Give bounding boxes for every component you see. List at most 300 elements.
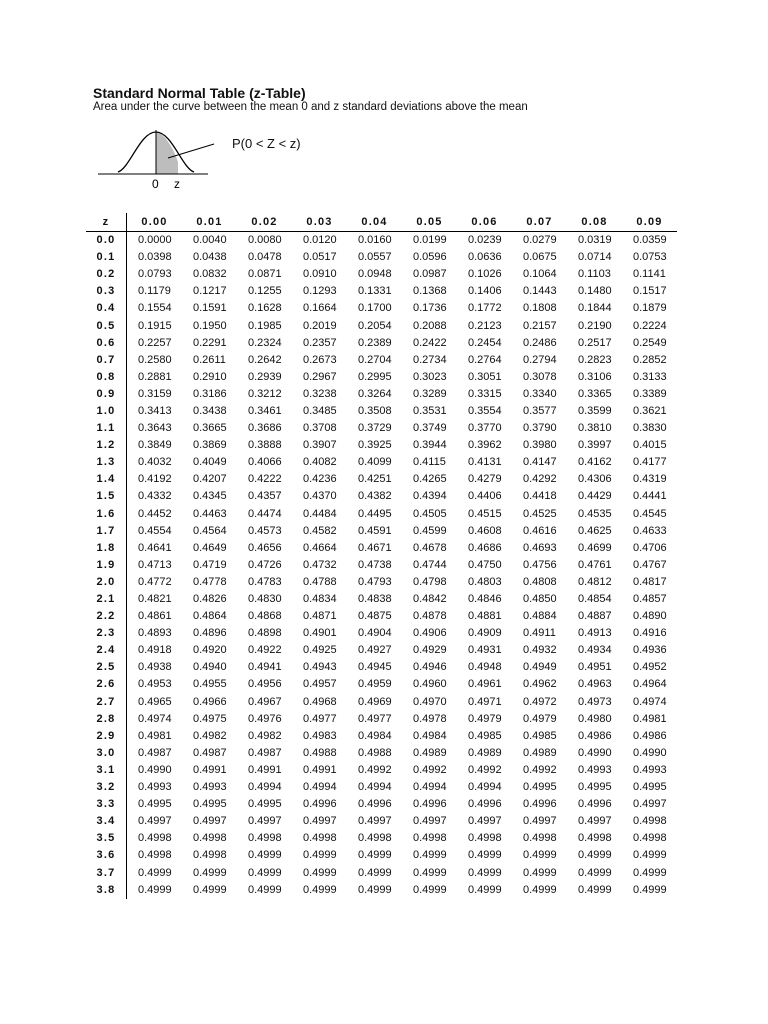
- table-cell: 0.2642: [248, 353, 282, 366]
- table-cell: 0.4998: [413, 832, 447, 845]
- table-cell: 0.4898: [248, 627, 282, 640]
- table-cell: 0.4970: [413, 695, 447, 708]
- table-cell: 0.4998: [138, 849, 172, 862]
- table-cell: 0.4772: [138, 575, 172, 588]
- table-cell: 0.0000: [138, 234, 172, 247]
- table-cell: 0.2422: [413, 336, 447, 349]
- table-row: [86, 437, 677, 454]
- table-cell: 0.4952: [633, 661, 667, 674]
- table-cell: 0.2157: [523, 319, 557, 332]
- table-cell: 0.4418: [523, 490, 557, 503]
- table-cell: 0.0832: [193, 268, 227, 281]
- table-cell: 0.4999: [523, 883, 557, 896]
- table-cell: 0.4893: [138, 627, 172, 640]
- table-cell: 0.4719: [193, 558, 227, 571]
- table-cell: 0.0279: [523, 234, 557, 247]
- table-cell: 0.4554: [138, 524, 172, 537]
- table-cell: 0.4994: [248, 781, 282, 794]
- table-cell: 0.4995: [578, 781, 612, 794]
- table-cell: 0.4808: [523, 575, 557, 588]
- row-header: 0.2: [86, 266, 127, 283]
- table-cell: 0.4989: [523, 746, 557, 759]
- table-cell: 0.4986: [633, 729, 667, 742]
- row-header: 0.8: [86, 369, 127, 386]
- table-row: [86, 711, 677, 728]
- table-cell: 0.4997: [523, 815, 557, 828]
- page-title: Standard Normal Table (z-Table): [93, 85, 306, 101]
- table-cell: 0.4931: [468, 644, 502, 657]
- row-header: 2.4: [86, 642, 127, 659]
- table-cell: 0.3212: [248, 387, 282, 400]
- table-cell: 0.3485: [303, 404, 337, 417]
- table-cell: 0.3554: [468, 404, 502, 417]
- table-cell: 0.4985: [523, 729, 557, 742]
- table-cell: 0.4980: [578, 712, 612, 725]
- normal-curve-figure: [96, 128, 216, 194]
- table-cell: 0.3980: [523, 439, 557, 452]
- table-cell: 0.4998: [303, 832, 337, 845]
- table-cell: 0.4999: [413, 866, 447, 879]
- row-header: 0.5: [86, 317, 127, 334]
- table-cell: 0.0714: [578, 251, 612, 264]
- table-cell: 0.4890: [633, 610, 667, 623]
- table-cell: 0.4633: [633, 524, 667, 537]
- table-cell: 0.1736: [413, 302, 447, 315]
- table-cell: 0.4999: [193, 883, 227, 896]
- table-cell: 0.0478: [248, 251, 282, 264]
- table-cell: 0.0987: [413, 268, 447, 281]
- table-cell: 0.3159: [138, 387, 172, 400]
- table-cell: 0.4582: [303, 524, 337, 537]
- table-cell: 0.0398: [138, 251, 172, 264]
- column-header: 0.06: [471, 216, 498, 228]
- table-row: [86, 232, 677, 250]
- table-cell: 0.1480: [578, 285, 612, 298]
- table-cell: 0.0793: [138, 268, 172, 281]
- row-header: 3.0: [86, 745, 127, 762]
- table-cell: 0.1628: [248, 302, 282, 315]
- table-row: [86, 574, 677, 591]
- table-cell: 0.0160: [358, 234, 392, 247]
- table-cell: 0.4989: [413, 746, 447, 759]
- table-cell: 0.4222: [248, 473, 282, 486]
- table-cell: 0.4994: [413, 781, 447, 794]
- table-cell: 0.4616: [523, 524, 557, 537]
- table-cell: 0.4992: [523, 763, 557, 776]
- row-header: 2.5: [86, 659, 127, 676]
- table-cell: 0.4382: [358, 490, 392, 503]
- row-header: 3.2: [86, 779, 127, 796]
- row-header: 2.6: [86, 676, 127, 693]
- table-cell: 0.4999: [138, 883, 172, 896]
- row-header: 3.8: [86, 882, 127, 899]
- table-cell: 0.4991: [193, 763, 227, 776]
- table-cell: 0.4871: [303, 610, 337, 623]
- table-cell: 0.4082: [303, 456, 337, 469]
- table-cell: 0.3830: [633, 422, 667, 435]
- row-header: 1.8: [86, 540, 127, 557]
- table-cell: 0.4971: [468, 695, 502, 708]
- table-cell: 0.4996: [578, 798, 612, 811]
- table-cell: 0.4991: [303, 763, 337, 776]
- table-cell: 0.2389: [358, 336, 392, 349]
- table-cell: 0.4881: [468, 610, 502, 623]
- table-cell: 0.4999: [138, 866, 172, 879]
- table-cell: 0.2704: [358, 353, 392, 366]
- table-cell: 0.0596: [413, 251, 447, 264]
- table-cell: 0.4966: [193, 695, 227, 708]
- row-header: 1.3: [86, 454, 127, 471]
- page-subtitle: Area under the curve between the mean 0 and z standard deviations above the mean: [93, 101, 528, 113]
- table-cell: 0.2823: [578, 353, 612, 366]
- mean-label: 0: [152, 177, 159, 191]
- table-cell: 0.4192: [138, 473, 172, 486]
- table-cell: 0.4999: [248, 883, 282, 896]
- table-cell: 0.0517: [303, 251, 337, 264]
- table-cell: 0.4726: [248, 558, 282, 571]
- table-cell: 0.4861: [138, 610, 172, 623]
- table-cell: 0.0753: [633, 251, 667, 264]
- table-cell: 0.4973: [578, 695, 612, 708]
- table-cell: 0.3106: [578, 370, 612, 383]
- table-cell: 0.4995: [248, 798, 282, 811]
- table-cell: 0.2580: [138, 353, 172, 366]
- table-cell: 0.2486: [523, 336, 557, 349]
- table-cell: 0.4984: [413, 729, 447, 742]
- row-header: 0.7: [86, 352, 127, 369]
- row-header: 1.0: [86, 403, 127, 420]
- table-cell: 0.4999: [248, 849, 282, 862]
- table-cell: 0.1591: [193, 302, 227, 315]
- table-cell: 0.4783: [248, 575, 282, 588]
- table-cell: 0.0319: [578, 234, 612, 247]
- table-cell: 0.4999: [413, 883, 447, 896]
- table-cell: 0.4463: [193, 507, 227, 520]
- table-cell: 0.4525: [523, 507, 557, 520]
- table-body: [86, 232, 677, 899]
- table-cell: 0.4896: [193, 627, 227, 640]
- table-row: [86, 779, 677, 796]
- table-row: [86, 283, 677, 300]
- table-cell: 0.4978: [413, 712, 447, 725]
- table-cell: 0.3023: [413, 370, 447, 383]
- table-cell: 0.0080: [248, 234, 282, 247]
- table-cell: 0.4927: [358, 644, 392, 657]
- table-cell: 0.3186: [193, 387, 227, 400]
- table-cell: 0.4049: [193, 456, 227, 469]
- pointer-line: [168, 144, 214, 158]
- table-cell: 0.4767: [633, 558, 667, 571]
- table-cell: 0.4207: [193, 473, 227, 486]
- table-cell: 0.4830: [248, 593, 282, 606]
- table-cell: 0.4641: [138, 541, 172, 554]
- table-cell: 0.4938: [138, 661, 172, 674]
- table-cell: 0.1879: [633, 302, 667, 315]
- table-cell: 0.4236: [303, 473, 337, 486]
- table-cell: 0.4998: [633, 815, 667, 828]
- table-cell: 0.4115: [413, 456, 446, 469]
- table-cell: 0.1368: [413, 285, 447, 298]
- table-cell: 0.4992: [413, 763, 447, 776]
- table-cell: 0.3907: [303, 439, 337, 452]
- table-cell: 0.4545: [633, 507, 667, 520]
- table-cell: 0.4998: [468, 832, 502, 845]
- table-cell: 0.4920: [193, 644, 227, 657]
- table-cell: 0.4868: [248, 610, 282, 623]
- table-cell: 0.4929: [413, 644, 447, 657]
- table-cell: 0.1443: [523, 285, 557, 298]
- table-cell: 0.2910: [193, 370, 227, 383]
- table-cell: 0.4750: [468, 558, 502, 571]
- table-cell: 0.4251: [358, 473, 392, 486]
- table-cell: 0.3078: [523, 370, 557, 383]
- column-header: 0.00: [141, 216, 168, 228]
- table-cell: 0.4834: [303, 593, 337, 606]
- table-cell: 0.4664: [303, 541, 337, 554]
- table-cell: 0.1772: [468, 302, 502, 315]
- table-cell: 0.0199: [413, 234, 447, 247]
- table-cell: 0.0636: [468, 251, 502, 264]
- table-cell: 0.4998: [578, 832, 612, 845]
- column-header: 0.09: [636, 216, 663, 228]
- table-cell: 0.4955: [193, 678, 227, 691]
- table-cell: 0.4997: [248, 815, 282, 828]
- table-cell: 0.3264: [358, 387, 392, 400]
- table-cell: 0.4999: [193, 866, 227, 879]
- table-cell: 0.4826: [193, 593, 227, 606]
- table-cell: 0.2549: [633, 336, 667, 349]
- table-cell: 0.1217: [193, 285, 227, 298]
- table-cell: 0.4999: [633, 883, 667, 896]
- table-cell: 0.4864: [193, 610, 227, 623]
- table-cell: 0.4981: [633, 712, 667, 725]
- table-cell: 0.4994: [358, 781, 392, 794]
- table-cell: 0.2995: [358, 370, 392, 383]
- table-cell: 0.4994: [303, 781, 337, 794]
- table-cell: 0.3997: [578, 439, 612, 452]
- table-cell: 0.4608: [468, 524, 502, 537]
- table-cell: 0.4977: [358, 712, 392, 725]
- table-cell: 0.3577: [523, 404, 557, 417]
- table-cell: 0.3708: [303, 422, 337, 435]
- table-cell: 0.1141: [633, 268, 666, 281]
- table-cell: 0.0040: [193, 234, 227, 247]
- table-cell: 0.3849: [138, 439, 172, 452]
- column-header: 0.01: [196, 216, 223, 228]
- table-cell: 0.4999: [303, 866, 337, 879]
- row-header: 1.5: [86, 488, 127, 505]
- table-cell: 0.3238: [303, 387, 337, 400]
- table-cell: 0.0675: [523, 251, 557, 264]
- table-cell: 0.1554: [138, 302, 172, 315]
- table-cell: 0.4999: [578, 849, 612, 862]
- table-cell: 0.4997: [358, 815, 392, 828]
- table-cell: 0.4995: [138, 798, 172, 811]
- table-cell: 0.4997: [413, 815, 447, 828]
- table-cell: 0.3051: [468, 370, 502, 383]
- table-cell: 0.4918: [138, 644, 172, 657]
- table-cell: 0.4964: [633, 678, 667, 691]
- table-cell: 0.3962: [468, 439, 502, 452]
- table-cell: 0.4961: [468, 678, 502, 691]
- table-cell: 0.4292: [523, 473, 557, 486]
- table-cell: 0.4099: [358, 456, 392, 469]
- table-cell: 0.4854: [578, 593, 612, 606]
- table-cell: 0.4649: [193, 541, 227, 554]
- table-cell: 0.4936: [633, 644, 667, 657]
- table-cell: 0.4429: [578, 490, 612, 503]
- table-cell: 0.2454: [468, 336, 502, 349]
- table-cell: 0.4993: [193, 781, 227, 794]
- table-row: [86, 847, 677, 864]
- table-cell: 0.4996: [468, 798, 502, 811]
- table-cell: 0.4987: [248, 746, 282, 759]
- table-cell: 0.4999: [633, 849, 667, 862]
- table-cell: 0.4984: [358, 729, 392, 742]
- table-cell: 0.4957: [303, 678, 337, 691]
- table-cell: 0.3438: [193, 404, 227, 417]
- table-cell: 0.4999: [358, 883, 392, 896]
- table-row: [86, 454, 677, 471]
- table-cell: 0.4967: [248, 695, 282, 708]
- table-cell: 0.4987: [193, 746, 227, 759]
- table-cell: 0.4999: [633, 866, 667, 879]
- table-cell: 0.4812: [578, 575, 612, 588]
- table-cell: 0.4956: [248, 678, 282, 691]
- table-row: [86, 386, 677, 403]
- table-cell: 0.4953: [138, 678, 172, 691]
- table-cell: 0.4997: [468, 815, 502, 828]
- table-cell: 0.4981: [138, 729, 172, 742]
- table-cell: 0.4177: [633, 456, 667, 469]
- row-header: 1.9: [86, 557, 127, 574]
- table-cell: 0.4979: [523, 712, 557, 725]
- table-cell: 0.4066: [248, 456, 282, 469]
- row-header: 2.0: [86, 574, 127, 591]
- table-row: [86, 591, 677, 608]
- table-row: [86, 694, 677, 711]
- table-cell: 0.4573: [248, 524, 282, 537]
- table-cell: 0.2734: [413, 353, 447, 366]
- table-row: [86, 369, 677, 386]
- z-label: z: [174, 177, 180, 191]
- table-cell: 0.4990: [138, 763, 172, 776]
- table-row: [86, 300, 677, 317]
- table-cell: 0.2054: [358, 319, 392, 332]
- table-cell: 0.4678: [413, 541, 447, 554]
- table-cell: 0.3925: [358, 439, 392, 452]
- table-cell: 0.4693: [523, 541, 557, 554]
- table-cell: 0.4979: [468, 712, 502, 725]
- table-cell: 0.4884: [523, 610, 557, 623]
- table-cell: 0.4963: [578, 678, 612, 691]
- table-cell: 0.4015: [633, 439, 667, 452]
- row-header: 2.1: [86, 591, 127, 608]
- table-cell: 0.4904: [358, 627, 392, 640]
- table-cell: 0.4761: [578, 558, 612, 571]
- table-header-row: [86, 213, 677, 232]
- table-cell: 0.4909: [468, 627, 502, 640]
- table-cell: 0.4484: [303, 507, 337, 520]
- table-cell: 0.4990: [578, 746, 612, 759]
- table-cell: 0.2088: [413, 319, 447, 332]
- table-cell: 0.1844: [578, 302, 612, 315]
- table-row: [86, 317, 677, 334]
- table-cell: 0.4968: [303, 695, 337, 708]
- table-cell: 0.4999: [358, 849, 392, 862]
- table-cell: 0.4998: [193, 849, 227, 862]
- table-cell: 0.4996: [303, 798, 337, 811]
- table-cell: 0.3133: [633, 370, 667, 383]
- table-cell: 0.4817: [633, 575, 667, 588]
- z-column-header: z: [86, 213, 127, 232]
- table-cell: 0.2611: [193, 353, 226, 366]
- table-row: [86, 249, 677, 266]
- table-cell: 0.4798: [413, 575, 447, 588]
- column-header: 0.05: [416, 216, 443, 228]
- column-header: 0.04: [361, 216, 388, 228]
- table-cell: 0.2123: [468, 319, 502, 332]
- row-header: 1.4: [86, 471, 127, 488]
- table-cell: 0.4850: [523, 593, 557, 606]
- table-cell: 0.3599: [578, 404, 612, 417]
- table-cell: 0.4999: [523, 849, 557, 862]
- table-cell: 0.4998: [523, 832, 557, 845]
- table-cell: 0.2764: [468, 353, 502, 366]
- table-cell: 0.2324: [248, 336, 282, 349]
- table-cell: 0.4857: [633, 593, 667, 606]
- table-cell: 0.4846: [468, 593, 502, 606]
- table-cell: 0.4699: [578, 541, 612, 554]
- row-header: 0.9: [86, 386, 127, 403]
- table-cell: 0.4987: [138, 746, 172, 759]
- table-cell: 0.4974: [138, 712, 172, 725]
- table-cell: 0.4999: [468, 866, 502, 879]
- table-cell: 0.3686: [248, 422, 282, 435]
- table-cell: 0.1700: [358, 302, 392, 315]
- table-cell: 0.2794: [523, 353, 557, 366]
- table-cell: 0.1293: [303, 285, 337, 298]
- table-cell: 0.4406: [468, 490, 502, 503]
- table-cell: 0.4998: [248, 832, 282, 845]
- table-row: [86, 335, 677, 352]
- table-cell: 0.4535: [578, 507, 612, 520]
- table-cell: 0.4357: [248, 490, 282, 503]
- row-header: 3.3: [86, 796, 127, 813]
- table-cell: 0.2967: [303, 370, 337, 383]
- table-cell: 0.4996: [413, 798, 447, 811]
- row-header: 1.2: [86, 437, 127, 454]
- table-cell: 0.4993: [633, 763, 667, 776]
- table-row: [86, 403, 677, 420]
- table-cell: 0.4959: [358, 678, 392, 691]
- table-cell: 0.2881: [138, 370, 172, 383]
- table-cell: 0.0910: [303, 268, 337, 281]
- table-cell: 0.4977: [303, 712, 337, 725]
- table-cell: 0.4934: [578, 644, 612, 657]
- row-header: 2.2: [86, 608, 127, 625]
- table-cell: 0.4838: [358, 593, 392, 606]
- table-cell: 0.4599: [413, 524, 447, 537]
- table-cell: 0.4932: [523, 644, 557, 657]
- table-cell: 0.4969: [358, 695, 392, 708]
- table-cell: 0.4756: [523, 558, 557, 571]
- table-cell: 0.4998: [193, 832, 227, 845]
- table-cell: 0.4732: [303, 558, 337, 571]
- table-cell: 0.4999: [578, 883, 612, 896]
- row-header: 3.5: [86, 830, 127, 847]
- table-cell: 0.2939: [248, 370, 282, 383]
